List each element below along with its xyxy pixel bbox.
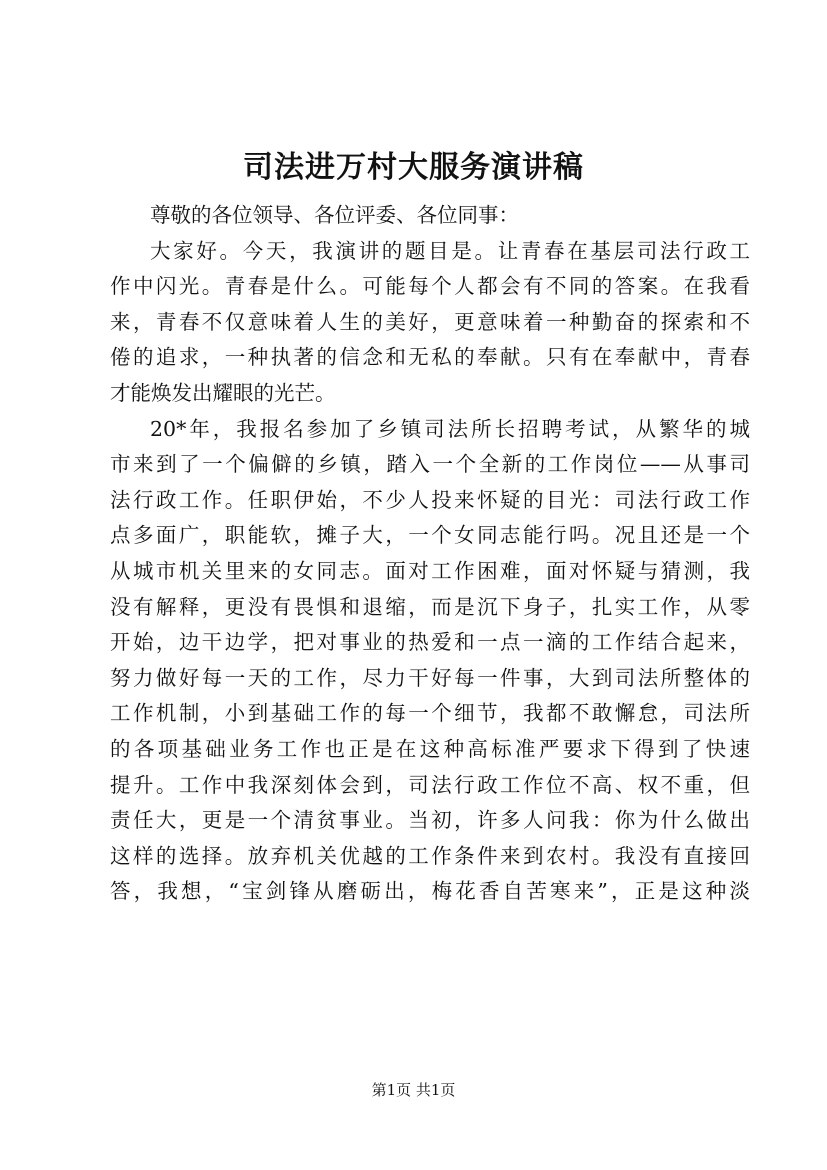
salutation-line: 尊敬的各位领导、各位评委、各位同事： bbox=[150, 203, 519, 227]
document-title: 司法进万村大服务演讲稿 bbox=[243, 150, 584, 185]
paragraph-line: 20*年，我报名参加了乡镇司法所长招聘考试，从繁华的城 bbox=[150, 416, 750, 441]
paragraph-line: 责任大，更是一个清贫事业。当初，许多人问我：你为什么做出 bbox=[110, 808, 750, 833]
paragraph-line: 从城市机关里来的女同志。面对工作困难，面对怀疑与猜测，我 bbox=[110, 558, 750, 583]
paragraph-line: 的各项基础业务工作也正是在这种高标准严要求下得到了快速 bbox=[110, 736, 750, 761]
paragraph-line: 没有解释，更没有畏惧和退缩，而是沉下身子，扎实工作，从零 bbox=[110, 594, 750, 619]
paragraph-line: 来，青春不仅意味着人生的美好，更意味着一种勤奋的探索和不 bbox=[110, 309, 750, 334]
paragraph-line: 努力做好每一天的工作，尽力干好每一件事，大到司法所整体的 bbox=[110, 665, 750, 690]
paragraph-line: 点多面广，职能软，摊子大，一个女同志能行吗。况且还是一个 bbox=[110, 523, 750, 548]
paragraph-line: 市来到了一个偏僻的乡镇，踏入一个全新的工作岗位——从事司 bbox=[110, 452, 750, 477]
paragraph-line: 法行政工作。任职伊始，不少人投来怀疑的目光：司法行政工作 bbox=[110, 487, 750, 512]
paragraph-line: 大家好。今天，我演讲的题目是。让青春在基层司法行政工 bbox=[150, 238, 750, 263]
paragraph-line: 答，我想，“宝剑锋从磨砺出，梅花香自苦寒来”，正是这种淡 bbox=[110, 879, 750, 904]
paragraph-line: 开始，边干边学，把对事业的热爱和一点一滴的工作结合起来， bbox=[110, 630, 750, 655]
paragraph-line: 倦的追求，一种执著的信念和无私的奉献。只有在奉献中，青春 bbox=[110, 345, 750, 370]
paragraph-line: 才能焕发出耀眼的光芒。 bbox=[110, 380, 336, 405]
page-footer: 第1页 共1页 bbox=[371, 1081, 456, 1099]
document-body bbox=[110, 198, 750, 910]
paragraph-line: 这样的选择。放弃机关优越的工作条件来到农村。我没有直接回 bbox=[110, 843, 750, 868]
paragraph-line: 作中闪光。青春是什么。可能每个人都会有不同的答案。在我看 bbox=[110, 274, 750, 299]
paragraph-line: 提升。工作中我深刻体会到，司法行政工作位不高、权不重，但 bbox=[110, 772, 750, 797]
paragraph-line: 工作机制，小到基础工作的每一个细节，我都不敢懈怠，司法所 bbox=[110, 701, 750, 726]
